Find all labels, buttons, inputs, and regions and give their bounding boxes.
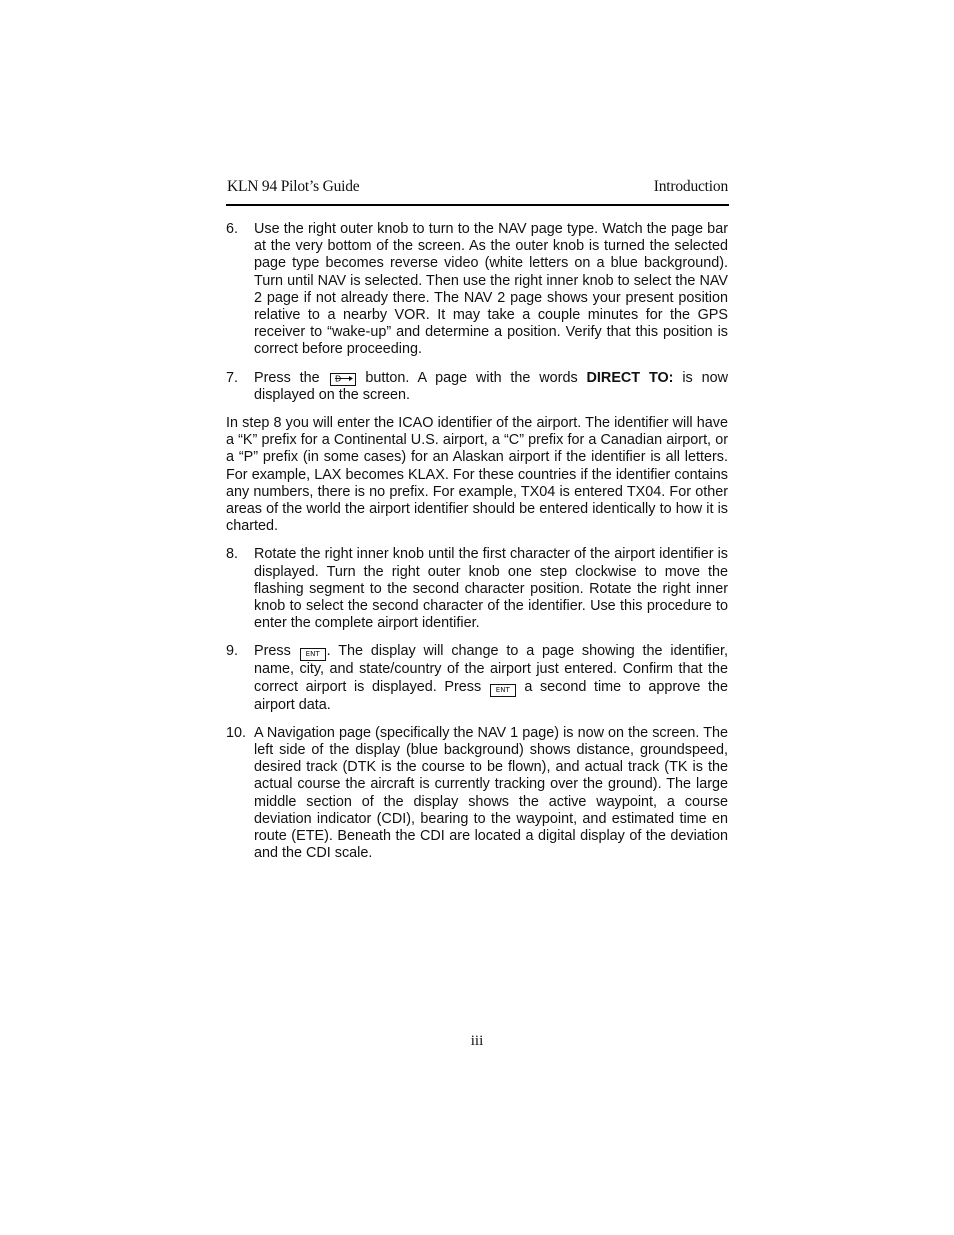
step-10 bbox=[226, 725, 728, 863]
identifier-explanation: In step 8 you will enter the ICAO identifier of the airport. The identifier will have a “K” prefix for a Continental U.S. airport, a “C” prefix for a Canadian airport, or a “P” prefix (in some cases) for an Alaskan airport if the identifier is all letters. For example, LAX becomes KLAX. For these countries if the identifier contains any numbers, there is no prefix. For example, TX04 is entered TX04. For other areas of the world the airport identifier should be entered identically to how it is charted. bbox=[226, 415, 728, 535]
step-text-pre: Press the bbox=[254, 369, 320, 386]
step-number: 8. bbox=[226, 546, 239, 563]
step-number: 6. bbox=[226, 221, 239, 237]
step-text-mid: . The display will change to a page showing the identifier, name, city, and state/country of the airport just entered. Confirm that the correct airport is displayed. Press bbox=[254, 643, 728, 695]
ent-button-icon: ENT bbox=[490, 684, 516, 697]
step-9 bbox=[226, 643, 728, 713]
header-section-title: Introduction bbox=[653, 178, 728, 195]
step-8 bbox=[226, 546, 728, 632]
ent-button-icon: ENT bbox=[300, 648, 326, 661]
step-text-pre: Press bbox=[254, 643, 291, 660]
step-6 bbox=[226, 221, 728, 359]
direct-to-icon bbox=[330, 373, 356, 386]
step-text: Use the right outer knob to turn to the NAV page type. Watch the page bar at the very bottom of the screen. As the outer knob is turned the selected page type becomes reverse video (white letters on a blue background). Turn until NAV is selected. Then use the right inner knob to select the NAV 2 page if not already there. The NAV 2 page shows your present position relative to a nearby VOR. It may take a couple minutes for the GPS receiver to “wake-up” and determine a position. Verify that this position is correct before proceeding. bbox=[254, 221, 728, 358]
step-number: 10. bbox=[226, 724, 247, 741]
step-number: 7. bbox=[226, 369, 239, 386]
step-7 bbox=[226, 370, 728, 404]
header-guide-title: KLN 94 Pilot’s Guide bbox=[227, 178, 360, 195]
step-text-mid: button. A page with the words bbox=[365, 369, 578, 386]
step-text: Rotate the right inner knob until the first character of the airport identifier is displayed. Turn the right outer knob one step clockwise to move the flashing segment to the second character position. Rotate the right inner knob to select the second character of the identifier. Use this procedure to enter the complete airport identifier. bbox=[254, 546, 728, 632]
page-body bbox=[226, 221, 728, 874]
step-text-post: a second time to approve the airport data. bbox=[254, 678, 728, 713]
page-header bbox=[226, 176, 729, 206]
svg-text:D: D bbox=[334, 374, 341, 383]
step-number: 9. bbox=[226, 643, 239, 660]
direct-to-label: DIRECT TO: bbox=[586, 369, 674, 386]
step-text-post: is now displayed on the screen. bbox=[254, 369, 728, 403]
step-text: A Navigation page (specifically the NAV 1 page) is now on the screen. The left side of the display (blue background) shows distance, groundspeed, desired track (DTK is the course to be flown), and actual track (TK is the actual course the aircraft is currently tracking over the ground). The large middle section of the display shows the active waypoint, a course deviation indicator (CDI), bearing to the waypoint, and estimated time en route (ETE). Beneath the CDI are located a digital display of the deviation and the CDI scale. bbox=[254, 724, 728, 862]
page-number: iii bbox=[470, 1033, 484, 1049]
